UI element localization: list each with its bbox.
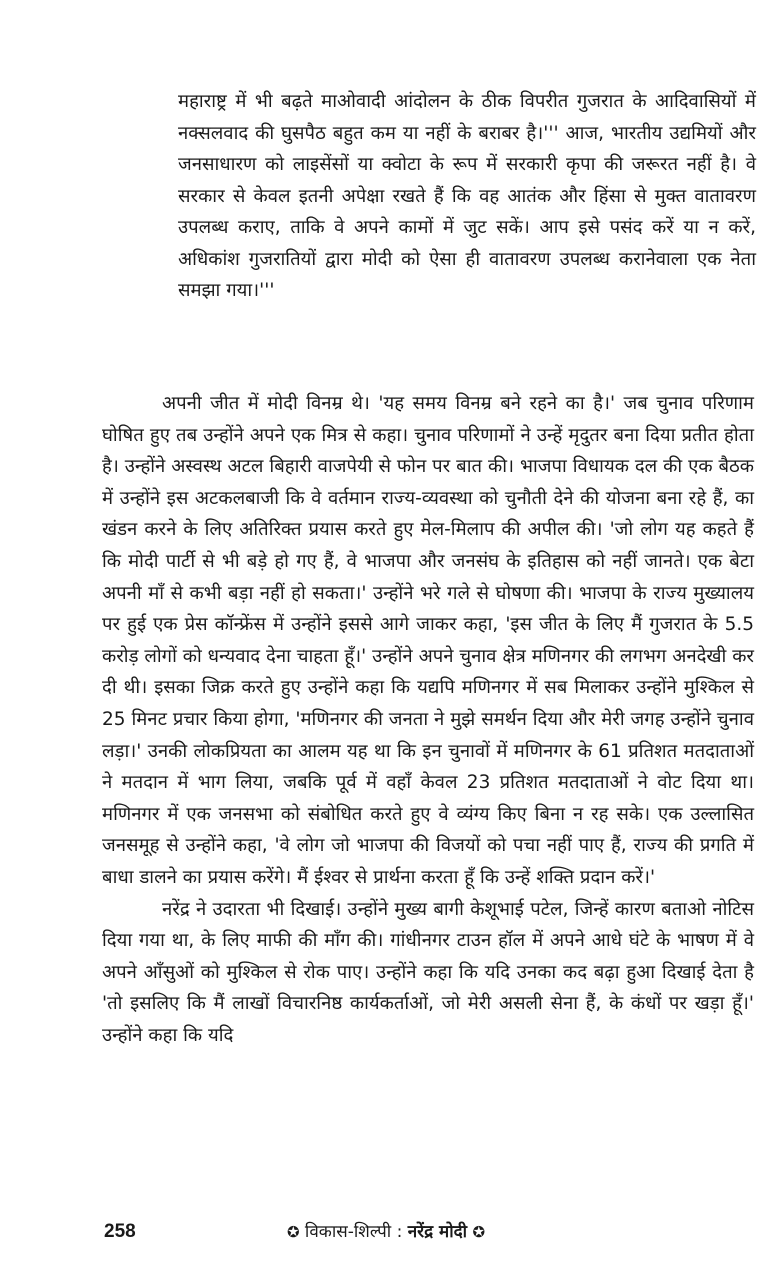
quote-text: महाराष्ट्र में भी बढ़ते माओवादी आंदोलन के ठीक विपरीत गुजरात के आदिवासियों में नक्सलवाद की घुसपैठ बहुत कम या नहीं के बराबर है।''' आज, भारतीय उद्यमियों और जनसाधारण को लाइसेंसों या क्वोटा के रूप में सरकारी कृपा की जरूरत नहीं है। वे सरकार से केवल इतनी अपेक्षा रखते हैं कि वह आतंक और हिंसा से मुक्त वातावरण उपलब्ध कराए, ताकि वे अपने कामों में जुट सकें। आप इसे पसंद करें या न करें, अधिकांश गुजरातियों द्वारा मोदी को ऐसा ही वातावरण उपलब्ध करानेवाला एक नेता समझा गया।''' [178, 91, 756, 301]
ornament-left-icon: ✪ [286, 1223, 300, 1241]
paragraph-2: नरेंद्र ने उदारता भी दिखाई। उन्होंने मुख्य बागी केशूभाई पटेल, जिन्हें कारण बताओ नोटिस दिया गया था, के लिए माफी की माँग की। गांधीनगर टाउन हॉल में अपने आधे घंटे के भाषण में वे अपने आँसुओं को मुश्किल से रोक पाए। उन्होंने कहा कि यदि उनका कद बढ़ा हुआ दिखाई देता है 'तो इसलिए कि मैं लाखों विचारनिष्ठ कार्यकर्ताओं, जो मेरी असली सेना हैं, के कंधों पर खड़ा हूँ।' उन्होंने कहा कि यदि [102, 898, 754, 1046]
body-text [102, 388, 754, 1051]
page-number: 258 [104, 1221, 136, 1242]
book-title-prefix: विकास-शिल्पी : [304, 1222, 403, 1242]
paragraph-1: अपनी जीत में मोदी विनम्र थे। 'यह समय विनम्र बने रहने का है।' जब चुनाव परिणाम घोषित हुए तब उन्होंने अपने एक मित्र से कहा। चुनाव परिणामों ने उन्हें मृदुतर बना दिया प्रतीत होता है। उन्होंने अस्वस्थ अटल बिहारी वाजपेयी से फोन पर बात की। भाजपा विधायक दल की एक बैठक में उन्होंने इस अटकलबाजी कि वे वर्तमान राज्य-व्यवस्था को चुनौती देने की योजना बना रहे हैं, का खंडन करने के लिए अतिरिक्त प्रयास करते हुए मेल-मिलाप की अपील की। 'जो लोग यह कहते हैं कि मोदी पार्टी से भी बड़े हो गए हैं, वे भाजपा और जनसंघ के इतिहास को नहीं जानते। एक बेटा अपनी माँ से कभी बड़ा नहीं हो सकता।' उन्होंने भरे गले से घोषणा की। भाजपा के राज्य मुख्यालय पर हुई एक प्रेस कॉन्फ्रेंस में उन्होंने इससे आगे जाकर कहा, 'इस जीत के लिए मैं गुजरात के 5.5 करोड़ लोगों को धन्यवाद देना चाहता हूँ।' उन्होंने अपने चुनाव क्षेत्र मणिनगर की लगभग अनदेखी कर दी थी। इसका जिक्र करते हुए उन्होंने कहा कि यद्यपि मणिनगर में सब मिलाकर उन्होंने मुश्किल से 25 मिनट प्रचार किया होगा, 'मणिनगर की जनता ने मुझे समर्थन दिया और मेरी जगह उन्होंने चुनाव लड़ा।' उनकी लोकप्रियता का आलम यह था कि इन चुनावों में मणिनगर के 61 प्रतिशत मतदाताओं ने मतदान में भाग लिया, जबकि पूर्व में वहाँ केवल 23 प्रतिशत मतदाताओं ने वोट दिया था। मणिनगर में एक जनसभा को संबोधित करते हुए वे व्यंग्य किए बिना न रह सके। एक उल्लासित जनसमूह से उन्होंने कहा, 'वे लोग जो भाजपा की विजयों को पचा नहीं पाए हैं, राज्य की प्रगति में बाधा डालने का प्रयास करेंगे। मैं ईश्वर से प्रार्थना करता हूँ कि उन्हें शक्ति प्रदान करें।' [102, 393, 754, 888]
running-head [0, 1218, 772, 1246]
book-title-name: नरेंद्र मोदी [407, 1222, 468, 1242]
ornament-right-icon: ✪ [472, 1223, 486, 1241]
page-footer [0, 1218, 772, 1248]
block-quote [178, 86, 756, 307]
